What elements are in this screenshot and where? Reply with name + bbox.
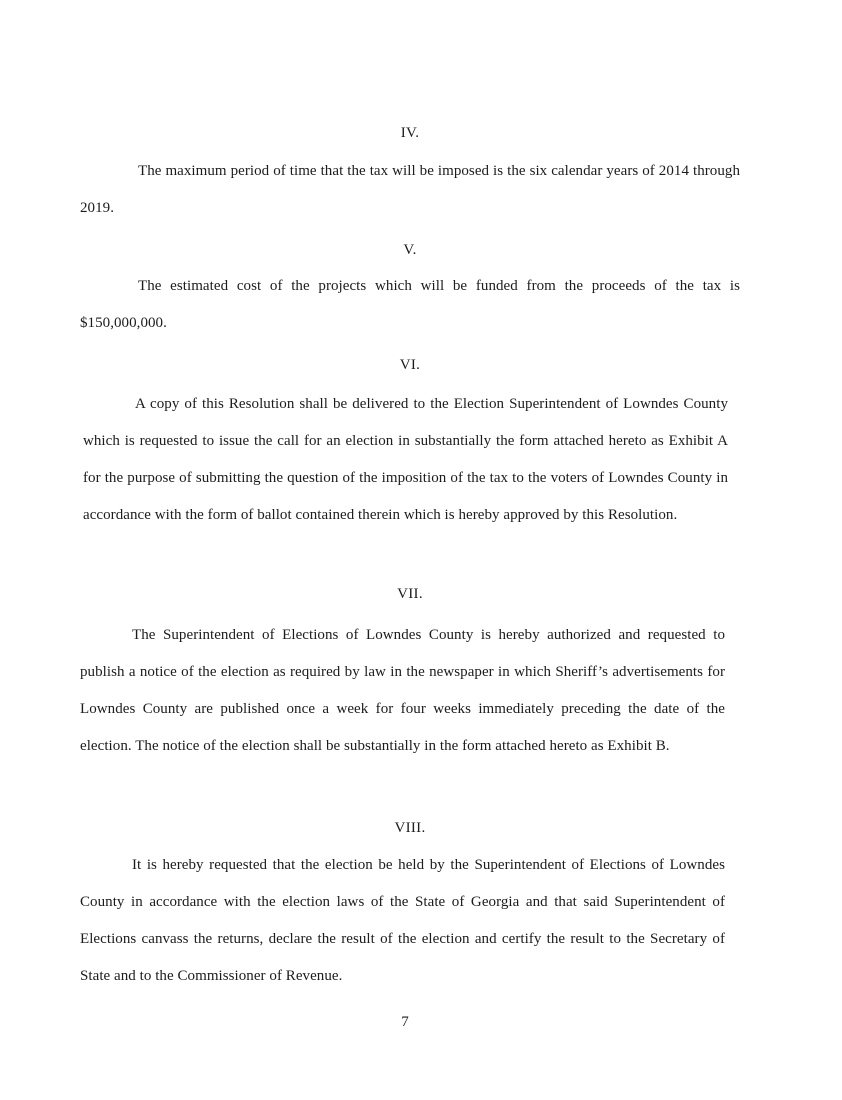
section-heading-iv: IV. [400,125,420,141]
section-text-iv: The maximum period of time that the tax will be imposed is the six calendar years of 2014 through 2019. [80,163,740,216]
section-text-vi: A copy of this Resolution shall be delivered to the Election Superintendent of Lowndes County which is requested to issue the call for an election in substantially the form attached hereto as Exhibit A for the purpose of submitting the question of the imposition of the tax to the voters of Lowndes County in accordance with the form of ballot contained therein which is hereby approved by this Resolution. [83,396,728,523]
section-heading-vi: VI. [399,357,421,373]
section-heading-v: V. [403,242,417,258]
section-text-viii: It is hereby requested that the election be held by the Superintendent of Elections of Lowndes County in accordance with the election laws of the State of Georgia and that said Superintendent of Elections canvass the returns, declare the result of the election and certify the result to the Secretary of State and to the Commissioner of Revenue. [80,857,725,984]
section-text-vii: The Superintendent of Elections of Lowndes County is hereby authorized and requested to publish a notice of the election as required by law in the newspaper in which Sheriff’s advertisements for Lowndes County are published once a week for four weeks immediately preceding the date of the election. The notice of the election shall be substantially in the form attached hereto as Exhibit B. [80,627,725,754]
section-heading-viii: VIII. [394,820,426,836]
page-number: 7 [401,1014,409,1030]
section-heading-vii: VII. [397,586,423,602]
section-text-v: The estimated cost of the projects which will be funded from the proceeds of the tax is $150,000,000. [80,278,740,331]
